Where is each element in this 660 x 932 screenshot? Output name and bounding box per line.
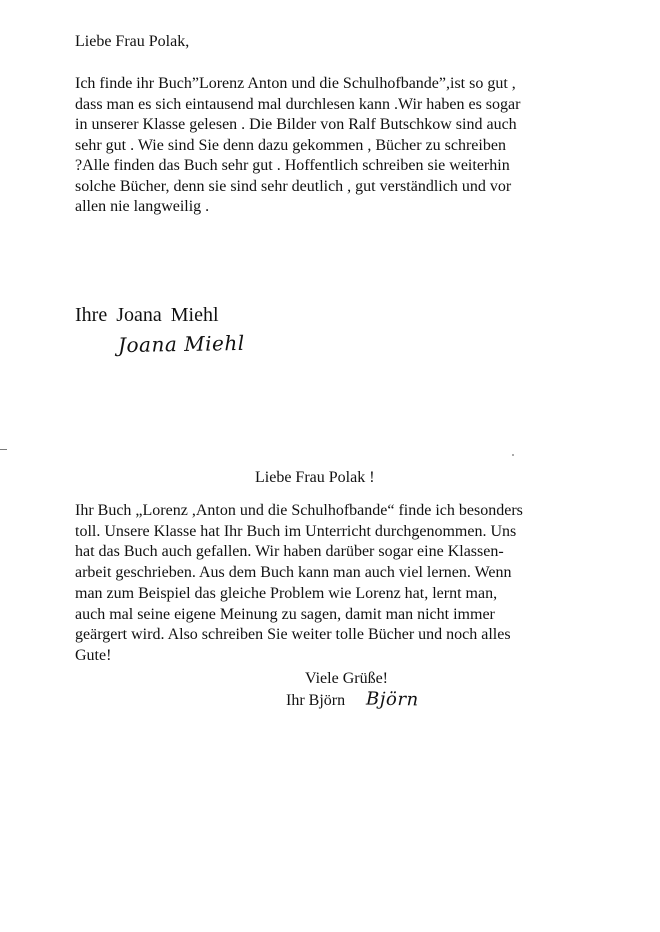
letter2-line-6: auch mal seine eigene Meinung zu sagen, damit man nicht immer xyxy=(75,605,495,623)
letter2-handwritten-signature: Björn xyxy=(365,688,420,711)
letter2-line-4: arbeit geschrieben. Aus dem Buch kann man auch viel lernen. Wenn xyxy=(75,564,512,582)
letter1-greeting: Liebe Frau Polak, xyxy=(75,33,190,50)
margin-mark xyxy=(0,449,7,450)
letter1-line-4: sehr gut . Wie sind Sie denn dazu gekommen , Bücher zu schreiben xyxy=(75,136,506,154)
letter1-handwritten-signature: Joana Miehl xyxy=(117,330,245,358)
letter1-body xyxy=(75,74,575,218)
letter2-line-2: toll. Unsere Klasse hat Ihr Buch im Unterricht durchgenommen. Uns xyxy=(75,522,517,540)
letter1-line-1: Ich finde ihr Buch”Lorenz Anton und die Schulhofbande”,ist so gut , xyxy=(75,75,516,92)
letter1-line-6: solche Bücher, denn sie sind sehr deutlich , gut verständlich und vor xyxy=(75,177,512,195)
letter2-line-1: Ihr Buch „Lorenz ,Anton und die Schulhofbande“ finde ich besonders xyxy=(75,502,523,519)
letter1-line-2: dass man es sich eintausend mal durchlesen kann .Wir haben es sogar xyxy=(75,95,521,113)
letter2-greeting: Liebe Frau Polak ! xyxy=(255,469,375,486)
letter2-line-3: hat das Buch auch gefallen. Wir haben darüber sogar eine Klassen- xyxy=(75,543,504,561)
letter2-line-7: geärgert wird. Also schreiben Sie weiter tolle Bücher und noch alles xyxy=(75,626,511,644)
letter1-line-3: in unserer Klasse gelesen . Die Bilder von Ralf Butschkow sind auch xyxy=(75,116,517,133)
letter2-closing: Viele Grüße! xyxy=(305,670,388,687)
letter2-line-8: Gute! xyxy=(75,646,112,664)
letter1-line-7: allen nie langweilig . xyxy=(75,198,210,215)
letter1-signoff: Ihre Joana Miehl xyxy=(75,304,219,326)
letter2-body xyxy=(75,501,585,667)
letter1-line-5: ?Alle finden das Buch sehr gut . Hoffentlich schreiben sie weiterhin xyxy=(75,157,510,174)
letter2-signer: Ihr Björn xyxy=(286,692,346,709)
letter2-line-5: man zum Beispiel das gleiche Problem wie Lorenz hat, lernt man, xyxy=(75,584,498,602)
scan-dot xyxy=(512,454,514,456)
